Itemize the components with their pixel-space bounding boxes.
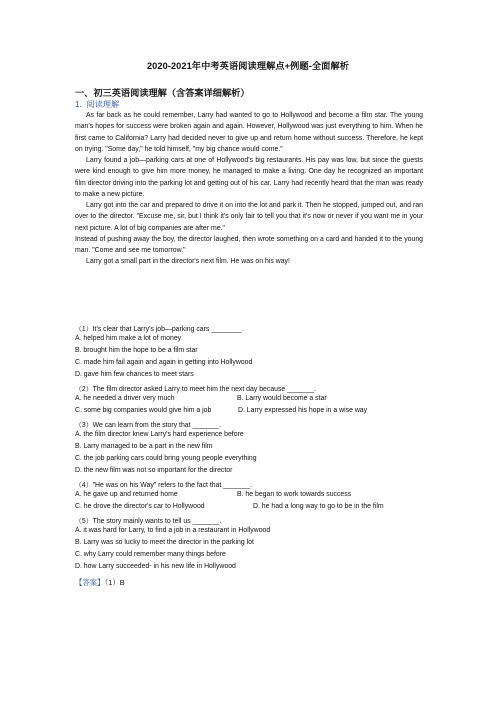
question-3-option-a: A. the film director knew Larry's hard experience before — [75, 431, 244, 438]
question-type: 阅读理解 — [86, 100, 120, 109]
question-1-option-b: B. brought him the hope to be a film star — [75, 347, 198, 354]
section-heading: 一、初三英语阅读理解（含答案详细解析） — [75, 88, 250, 98]
passage-paragraph-1: As far back as he could remember, Larry had wanted to go to Hollywood and become a film star. The young man's hopes for success were broken again and again. However, Hollywood was just everything to him. When he first came to California? Larry had decided never to give up and return home without success. Therefore, he kept on trying. "Some day," he told himself, "my big chance would come." — [75, 112, 423, 153]
question-4-stem: （4）"He was on his Way" refers to the fact that _______. — [75, 482, 252, 489]
question-4-option-a: A. he gave up and returned home — [75, 491, 178, 498]
question-4-option-c: C. he drove the director's car to Hollywood — [75, 503, 205, 510]
question-5-option-b: B. Larry was so lucky to meet the director in the parking lot — [75, 539, 254, 546]
question-4-option-b: B. he began to work towards success — [237, 491, 352, 498]
page-title: 2020-2021年中考英语阅读理解点+例题-全面解析 — [146, 61, 350, 71]
question-heading — [75, 99, 119, 110]
question-1-stem: （1）It's clear that Larry's job—parking cars ________. — [75, 326, 244, 333]
question-1-option-d: D. gave him few chances to meet stars — [75, 371, 194, 378]
passage-paragraph-2: Larry found a job—parking cars at one of Hollywood's big restaurants. His pay was low, but since the guests were kind enough to give him more money, he managed to make a living. One day he recognized an important film director driving into the parking lot and getting out of his car. Larry had recently heard that the man was ready to make a new picture. — [75, 157, 423, 198]
question-3-stem: （3）We can learn from the story that _______. — [75, 422, 222, 429]
answer-text: （1）B — [104, 578, 125, 587]
question-3-option-c: C. the job parking cars could bring young people everything — [75, 455, 257, 462]
passage-paragraph-4: Instead of pushing away the boy, the director laughed, then wrote something on a card and handed it to the young man. "Come and see me tomorrow." — [75, 235, 423, 254]
question-1-option-c: C. made him fail again and again in getting into Hollywood — [75, 359, 253, 366]
answer-line — [75, 577, 125, 588]
question-2-option-d: D. Larry expressed his hope in a wise way — [238, 407, 368, 414]
passage — [75, 110, 423, 268]
passage-paragraph-3: Larry got into the car and prepared to drive it on into the lot and park it. Then he stopped, jumped out, and ran over to the director. "Excuse me, sir, but I think it's only fair to tell you that it's now or never if you want me in your next picture. A lot of big companies are after me." — [75, 202, 423, 232]
question-2-stem: （2）The film director asked Larry to meet him the next day because _______. — [75, 386, 316, 393]
question-5-option-a: A. it was hard for Larry, to find a job in a restaurant in Hollywood — [75, 527, 271, 534]
question-5-option-c: C. why Larry could remember many things before — [75, 551, 226, 558]
question-5-option-d: D. how Larry succeeded- in his new life in Hollywood — [75, 563, 236, 570]
passage-paragraph-5: Larry got a small part in the director's next film. He was on his way! — [86, 258, 290, 266]
question-2-option-a: A. he needed a driver very much — [75, 395, 175, 402]
question-2-option-b: B. Larry would become a star — [237, 395, 327, 402]
question-number: 1. — [75, 100, 82, 109]
question-3-option-b: B. Larry managed to be a part in the new film — [75, 443, 213, 450]
question-2-option-c: C. some big companies would give him a job — [75, 407, 212, 414]
question-5-stem: （5）The story mainly wants to tell us _______. — [75, 518, 222, 525]
question-3-option-d: D. the new film was not so important for the director — [75, 467, 233, 474]
question-4-option-d: D. he had a long way to go to be in the film — [253, 503, 384, 510]
question-1-option-a: A. helped him make a lot of money — [75, 335, 182, 342]
answer-tag: 【答案】 — [75, 578, 105, 587]
